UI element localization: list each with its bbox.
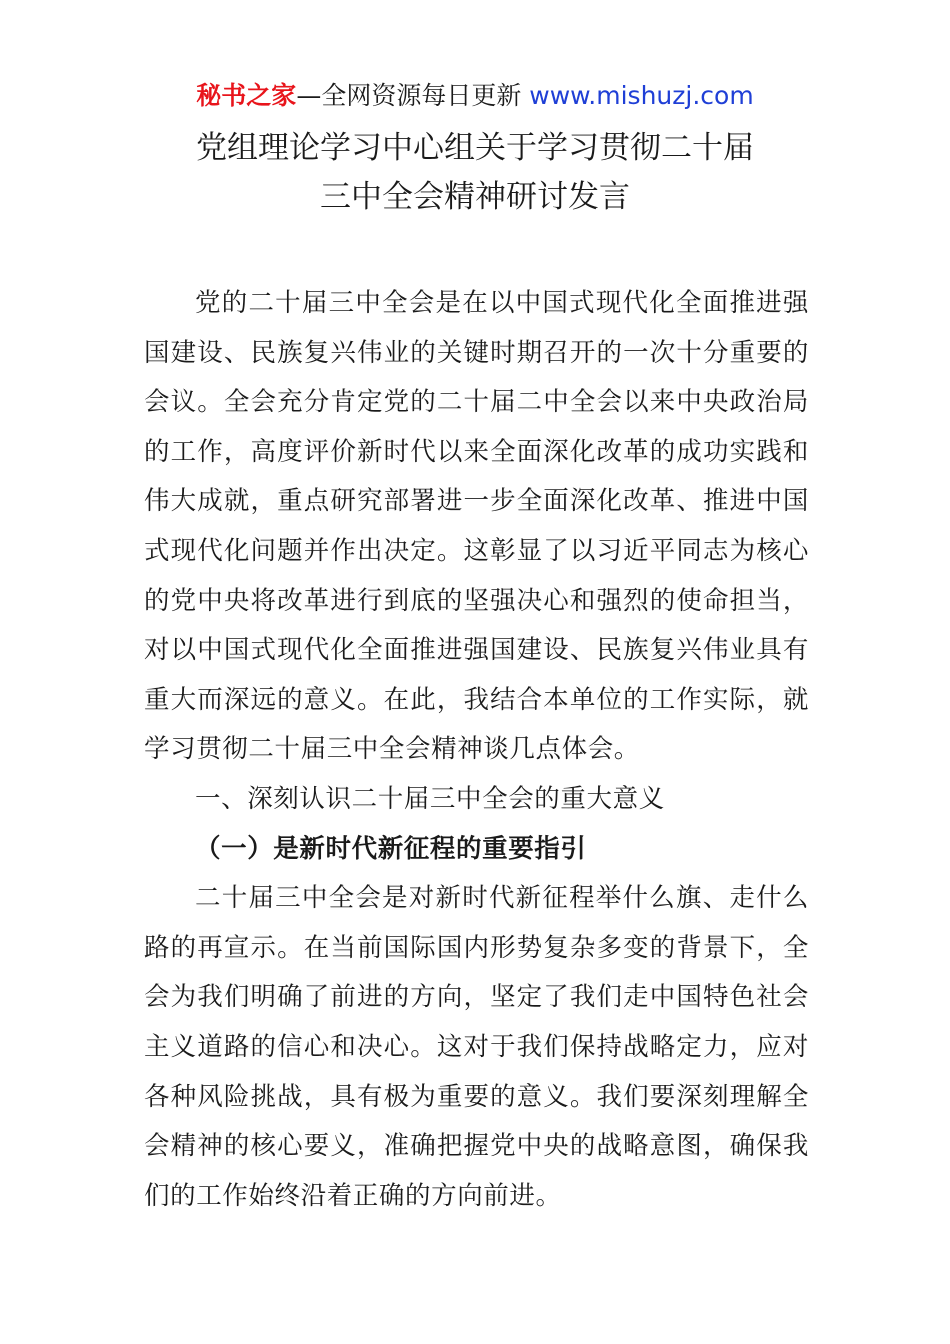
site-banner bbox=[0, 80, 950, 112]
subsection-paragraph-1: 二十届三中全会是对新时代新征程举什么旗、走什么路的再宣示。在当前国际国内形势复杂多变的背景下，全会为我们明确了前进的方向，坚定了我们走中国特色社会主义道路的信心和决心。这对于我们保持战略定力，应对各种风险挑战，具有极为重要的意义。我们要深刻理解全会精神的核心要义，准确把握党中央的战略意图，确保我们的工作始终沿着正确的方向前进。 bbox=[144, 883, 809, 1211]
document-title-line-1: 党组理论学习中心组关于学习贯彻二十届 bbox=[196, 130, 754, 166]
intro-paragraph: 党的二十届三中全会是在以中国式现代化全面推进强国建设、民族复兴伟业的关键时期召开的一次十分重要的会议。全会充分肯定党的二十届二中全会以来中央政治局的工作，高度评价新时代以来全面深化改革的成功实践和伟大成就，重点研究部署进一步全面深化改革、推进中国式现代化问题并作出决定。这彰显了以习近平同志为核心的党中央将改革进行到底的坚强决心和强烈的使命担当，对以中国式现代化全面推进强国建设、民族复兴伟业具有重大而深远的意义。在此，我结合本单位的工作实际，就学习贯彻二十届三中全会精神谈几点体会。 bbox=[144, 288, 809, 765]
subsection-heading-1: （一）是新时代新征程的重要指引 bbox=[195, 833, 587, 864]
document-body bbox=[144, 279, 809, 1221]
document-title-line-2: 三中全会精神研讨发言 bbox=[320, 179, 630, 215]
section-heading-1: 一、深刻认识二十届三中全会的重大意义 bbox=[195, 783, 665, 814]
banner-brand: 秘书之家 bbox=[196, 81, 297, 110]
banner-url[interactable]: www.mishuzj.com bbox=[529, 81, 754, 110]
banner-tagline: —全网资源每日更新 bbox=[296, 81, 530, 110]
